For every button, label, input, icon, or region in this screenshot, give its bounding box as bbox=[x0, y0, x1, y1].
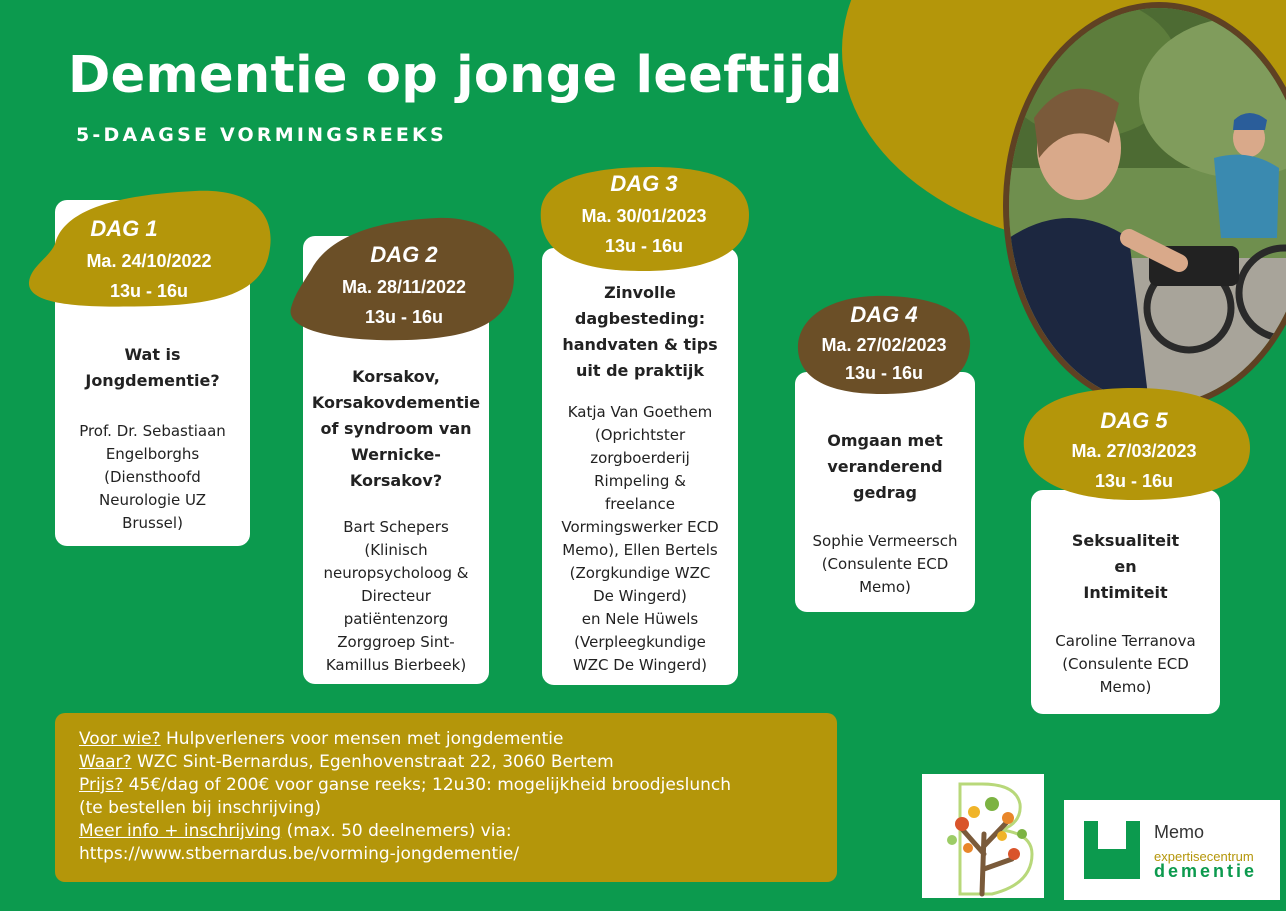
speaker-line: neuropsycholoog & bbox=[323, 564, 469, 582]
speaker-line: (Consulente ECD bbox=[821, 555, 949, 573]
day-label: DAG 5 bbox=[1100, 408, 1168, 433]
page-title: Dementie op jonge leeftijd bbox=[68, 46, 843, 105]
day-card-5 bbox=[1031, 490, 1220, 714]
price-text-2: (te bestellen bij inschrijving) bbox=[79, 798, 322, 818]
memo-logo-icon bbox=[1064, 800, 1280, 900]
topic-line: en bbox=[1114, 557, 1137, 576]
topic-line: Seksualiteit bbox=[1071, 531, 1180, 550]
memo-mark-icon bbox=[1084, 821, 1140, 879]
day-date: Ma. 28/11/2022 bbox=[341, 277, 467, 297]
day-card-4 bbox=[795, 372, 975, 612]
more-text: (max. 50 deelnemers) via: bbox=[281, 821, 512, 841]
speaker-line: Kamillus Bierbeek) bbox=[325, 656, 467, 674]
info-where bbox=[79, 751, 837, 774]
speaker-line: patiëntenzorg bbox=[343, 610, 449, 628]
day-3-speaker bbox=[542, 401, 738, 677]
topic-line: Wat is bbox=[124, 345, 181, 364]
day-time: 13u - 16u bbox=[109, 281, 189, 301]
speaker-line: Memo) bbox=[859, 578, 911, 596]
day-label: DAG 4 bbox=[850, 302, 918, 327]
day-card-3 bbox=[542, 248, 738, 685]
speaker-line: Bart Schepers bbox=[343, 518, 449, 536]
tree-logo-icon bbox=[922, 774, 1044, 898]
price-text: 45€/dag of 200€ voor ganse reeks; 12u30: mogelijkheid broodjeslunch bbox=[123, 775, 732, 795]
topic-line: Korsakovdementie bbox=[311, 393, 481, 412]
day-5-topic bbox=[1031, 490, 1220, 606]
info-box bbox=[55, 713, 837, 882]
day-2-badge bbox=[287, 212, 521, 346]
speaker-line: WZC De Wingerd) bbox=[572, 656, 708, 674]
speaker-line: Katja Van Goethem bbox=[567, 403, 713, 421]
page-subtitle: 5-DAAGSE VORMINGSREEKS bbox=[76, 124, 447, 146]
day-label: DAG 3 bbox=[610, 171, 678, 196]
speaker-line: Directeur bbox=[361, 587, 431, 605]
day-label: DAG 2 bbox=[370, 242, 438, 267]
price-label: Prijs? bbox=[79, 775, 124, 795]
topic-line: Korsakov, bbox=[352, 367, 440, 386]
topic-line: Intimiteit bbox=[1083, 583, 1168, 602]
day-date: Ma. 27/03/2023 bbox=[1071, 441, 1197, 461]
more-info-link[interactable]: Meer info + inschrijving bbox=[79, 821, 282, 841]
day-time: 13u - 16u bbox=[364, 307, 444, 327]
speaker-line: Memo), Ellen Bertels bbox=[562, 541, 718, 559]
registration-url[interactable]: https://www.stbernardus.be/vorming-jongdementie/ bbox=[79, 844, 520, 864]
speaker-line: Memo) bbox=[1099, 678, 1152, 696]
speaker-line: Brussel) bbox=[122, 514, 183, 532]
speaker-line: (Verpleegkundige bbox=[574, 633, 706, 651]
topic-line: gedrag bbox=[853, 483, 917, 502]
day-date: Ma. 27/02/2023 bbox=[821, 335, 947, 355]
topic-line: dagbesteding: bbox=[574, 309, 706, 328]
memo-name: Memo bbox=[1154, 822, 1205, 842]
day-time: 13u - 16u bbox=[604, 236, 684, 256]
speaker-line: Neurologie UZ bbox=[99, 491, 206, 509]
day-1-badge bbox=[25, 186, 273, 314]
day-5-speaker bbox=[1031, 630, 1220, 699]
day-label: DAG 1 bbox=[90, 216, 158, 241]
topic-line: Zinvolle bbox=[604, 283, 676, 302]
speaker-line: Prof. Dr. Sebastiaan bbox=[79, 422, 226, 440]
topic-line: veranderend bbox=[827, 457, 943, 476]
day-1-speaker bbox=[55, 420, 250, 535]
topic-line: uit de praktijk bbox=[575, 361, 704, 380]
speaker-line: (Oprichtster bbox=[594, 426, 686, 444]
day-2-speaker bbox=[303, 516, 489, 677]
day-4-badge bbox=[792, 292, 976, 396]
who-text: Hulpverleners voor mensen met jongdementie bbox=[160, 729, 564, 749]
info-who bbox=[79, 728, 837, 751]
where-label: Waar? bbox=[79, 752, 132, 772]
speaker-line: Caroline Terranova bbox=[1055, 632, 1196, 650]
topic-line: Jongdementie? bbox=[85, 371, 220, 390]
speaker-line: Rimpeling & bbox=[594, 472, 686, 490]
where-text: WZC Sint-Bernardus, Egenhovenstraat 22, 3060 Bertem bbox=[131, 752, 614, 772]
speaker-line: Vormingswerker ECD bbox=[561, 518, 719, 536]
topic-line: Omgaan met bbox=[827, 431, 943, 450]
day-5-badge bbox=[1014, 386, 1254, 504]
topic-line: Korsakov? bbox=[349, 471, 443, 490]
speaker-line: (Diensthoofd bbox=[104, 468, 201, 486]
day-date: Ma. 30/01/2023 bbox=[581, 206, 707, 226]
speaker-line: en Nele Hüwels bbox=[581, 610, 699, 628]
speaker-line: freelance bbox=[605, 495, 675, 513]
speaker-line: (Consulente ECD bbox=[1062, 655, 1189, 673]
day-date: Ma. 24/10/2022 bbox=[86, 251, 212, 271]
speaker-line: (Zorgkundige WZC bbox=[569, 564, 711, 582]
day-3-badge bbox=[535, 163, 753, 275]
speaker-line: Engelborghs bbox=[105, 445, 200, 463]
info-price bbox=[79, 774, 837, 797]
memo-subtitle-2: dementie bbox=[1154, 861, 1258, 881]
day-4-speaker bbox=[795, 530, 975, 599]
memo-subtitle-1: expertisecentrum bbox=[1154, 849, 1254, 864]
speaker-line: De Wingerd) bbox=[593, 587, 687, 605]
speaker-line: (Klinisch bbox=[364, 541, 428, 559]
info-more bbox=[79, 820, 837, 843]
topic-line: of syndroom van bbox=[320, 419, 472, 438]
day-time: 13u - 16u bbox=[1094, 471, 1174, 491]
speaker-line: zorgboerderij bbox=[590, 449, 690, 467]
speaker-line: Sophie Vermeersch bbox=[812, 532, 958, 550]
speaker-line: Zorggroep Sint- bbox=[337, 633, 455, 651]
day-time: 13u - 16u bbox=[844, 363, 924, 383]
topic-line: Wernicke- bbox=[351, 445, 441, 464]
who-label: Voor wie? bbox=[79, 729, 161, 749]
topic-line: handvaten & tips bbox=[562, 335, 718, 354]
